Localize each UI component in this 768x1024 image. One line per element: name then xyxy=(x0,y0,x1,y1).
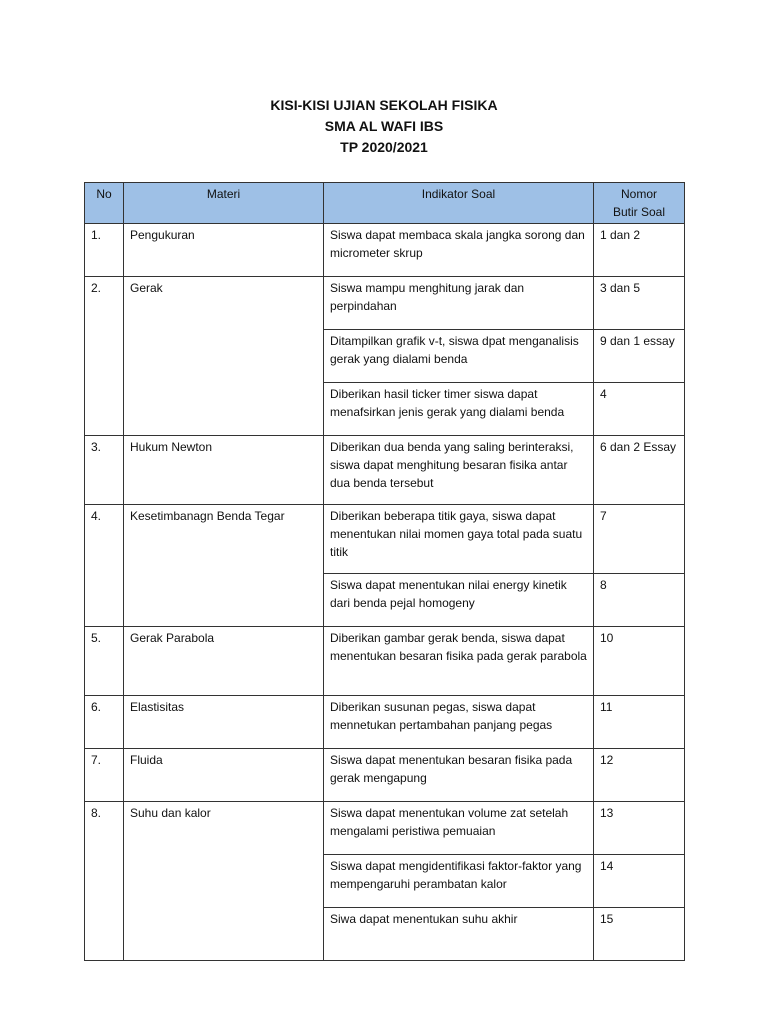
cell-nomor: 7 xyxy=(594,505,685,574)
cell-no: 8. xyxy=(85,802,124,961)
cell-indikator: Siswa dapat mengidentifikasi faktor-faktor yang mempengaruhi perambatan kalor xyxy=(324,855,594,908)
cell-nomor: 13 xyxy=(594,802,685,855)
cell-nomor: 10 xyxy=(594,627,685,696)
table-row xyxy=(85,749,685,802)
table-row xyxy=(85,436,685,505)
table-row xyxy=(85,696,685,749)
cell-nomor: 6 dan 2 Essay xyxy=(594,436,685,505)
cell-no: 1. xyxy=(85,224,124,277)
cell-indikator: Siswa dapat menentukan besaran fisika pada gerak mengapung xyxy=(324,749,594,802)
cell-nomor: 15 xyxy=(594,908,685,961)
cell-no: 5. xyxy=(85,627,124,696)
cell-materi: Gerak xyxy=(124,277,324,436)
cell-no: 4. xyxy=(85,505,124,627)
cell-indikator: Siswa dapat menentukan nilai energy kinetik dari benda pejal homogeny xyxy=(324,574,594,627)
cell-no: 7. xyxy=(85,749,124,802)
table-row xyxy=(85,277,685,330)
cell-nomor: 3 dan 5 xyxy=(594,277,685,330)
cell-indikator: Ditampilkan grafik v-t, siswa dpat menganalisis gerak yang dialami benda xyxy=(324,330,594,383)
header-nomor-line2: Butir Soal xyxy=(612,205,666,219)
cell-materi: Kesetimbanagn Benda Tegar xyxy=(124,505,324,627)
cell-indikator: Siwa dapat menentukan suhu akhir xyxy=(324,908,594,961)
cell-materi: Fluida xyxy=(124,749,324,802)
title-line-3: TP 2020/2021 xyxy=(340,139,428,155)
kisi-kisi-table xyxy=(84,182,685,961)
cell-indikator: Diberikan beberapa titik gaya, siswa dapat menentukan nilai momen gaya total pada suatu titik xyxy=(324,505,594,574)
document-title xyxy=(0,95,768,158)
header-indikator: Indikator Soal xyxy=(324,183,594,224)
header-nomor xyxy=(594,183,685,224)
cell-indikator: Diberikan hasil ticker timer siswa dapat menafsirkan jenis gerak yang dialami benda xyxy=(324,383,594,436)
cell-materi: Gerak Parabola xyxy=(124,627,324,696)
title-line-1: KISI-KISI UJIAN SEKOLAH FISIKA xyxy=(270,97,498,113)
header-materi: Materi xyxy=(124,183,324,224)
cell-nomor: 14 xyxy=(594,855,685,908)
cell-no: 6. xyxy=(85,696,124,749)
cell-nomor: 1 dan 2 xyxy=(594,224,685,277)
cell-no: 3. xyxy=(85,436,124,505)
cell-materi: Suhu dan kalor xyxy=(124,802,324,961)
table-row xyxy=(85,627,685,696)
table-header-row xyxy=(85,183,685,224)
header-nomor-line1: Nomor xyxy=(620,187,657,201)
cell-indikator: Diberikan susunan pegas, siswa dapat mennetukan pertambahan panjang pegas xyxy=(324,696,594,749)
cell-indikator: Diberikan dua benda yang saling berinteraksi, siswa dapat menghitung besaran fisika antar dua benda tersebut xyxy=(324,436,594,505)
cell-materi: Hukum Newton xyxy=(124,436,324,505)
header-no: No xyxy=(85,183,124,224)
cell-indikator: Diberikan gambar gerak benda, siswa dapat menentukan besaran fisika pada gerak parabola xyxy=(324,627,594,696)
cell-materi: Pengukuran xyxy=(124,224,324,277)
cell-nomor: 4 xyxy=(594,383,685,436)
table-row xyxy=(85,505,685,574)
cell-no: 2. xyxy=(85,277,124,436)
title-line-2: SMA AL WAFI IBS xyxy=(324,118,444,134)
cell-nomor: 8 xyxy=(594,574,685,627)
table-row xyxy=(85,802,685,855)
cell-indikator: Siswa mampu menghitung jarak dan perpindahan xyxy=(324,277,594,330)
cell-indikator: Siswa dapat membaca skala jangka sorong dan micrometer skrup xyxy=(324,224,594,277)
cell-indikator: Siswa dapat menentukan volume zat setelah mengalami peristiwa pemuaian xyxy=(324,802,594,855)
cell-materi: Elastisitas xyxy=(124,696,324,749)
cell-nomor: 11 xyxy=(594,696,685,749)
cell-nomor: 12 xyxy=(594,749,685,802)
cell-nomor: 9 dan 1 essay xyxy=(594,330,685,383)
table-body xyxy=(85,224,685,961)
table-row xyxy=(85,224,685,277)
